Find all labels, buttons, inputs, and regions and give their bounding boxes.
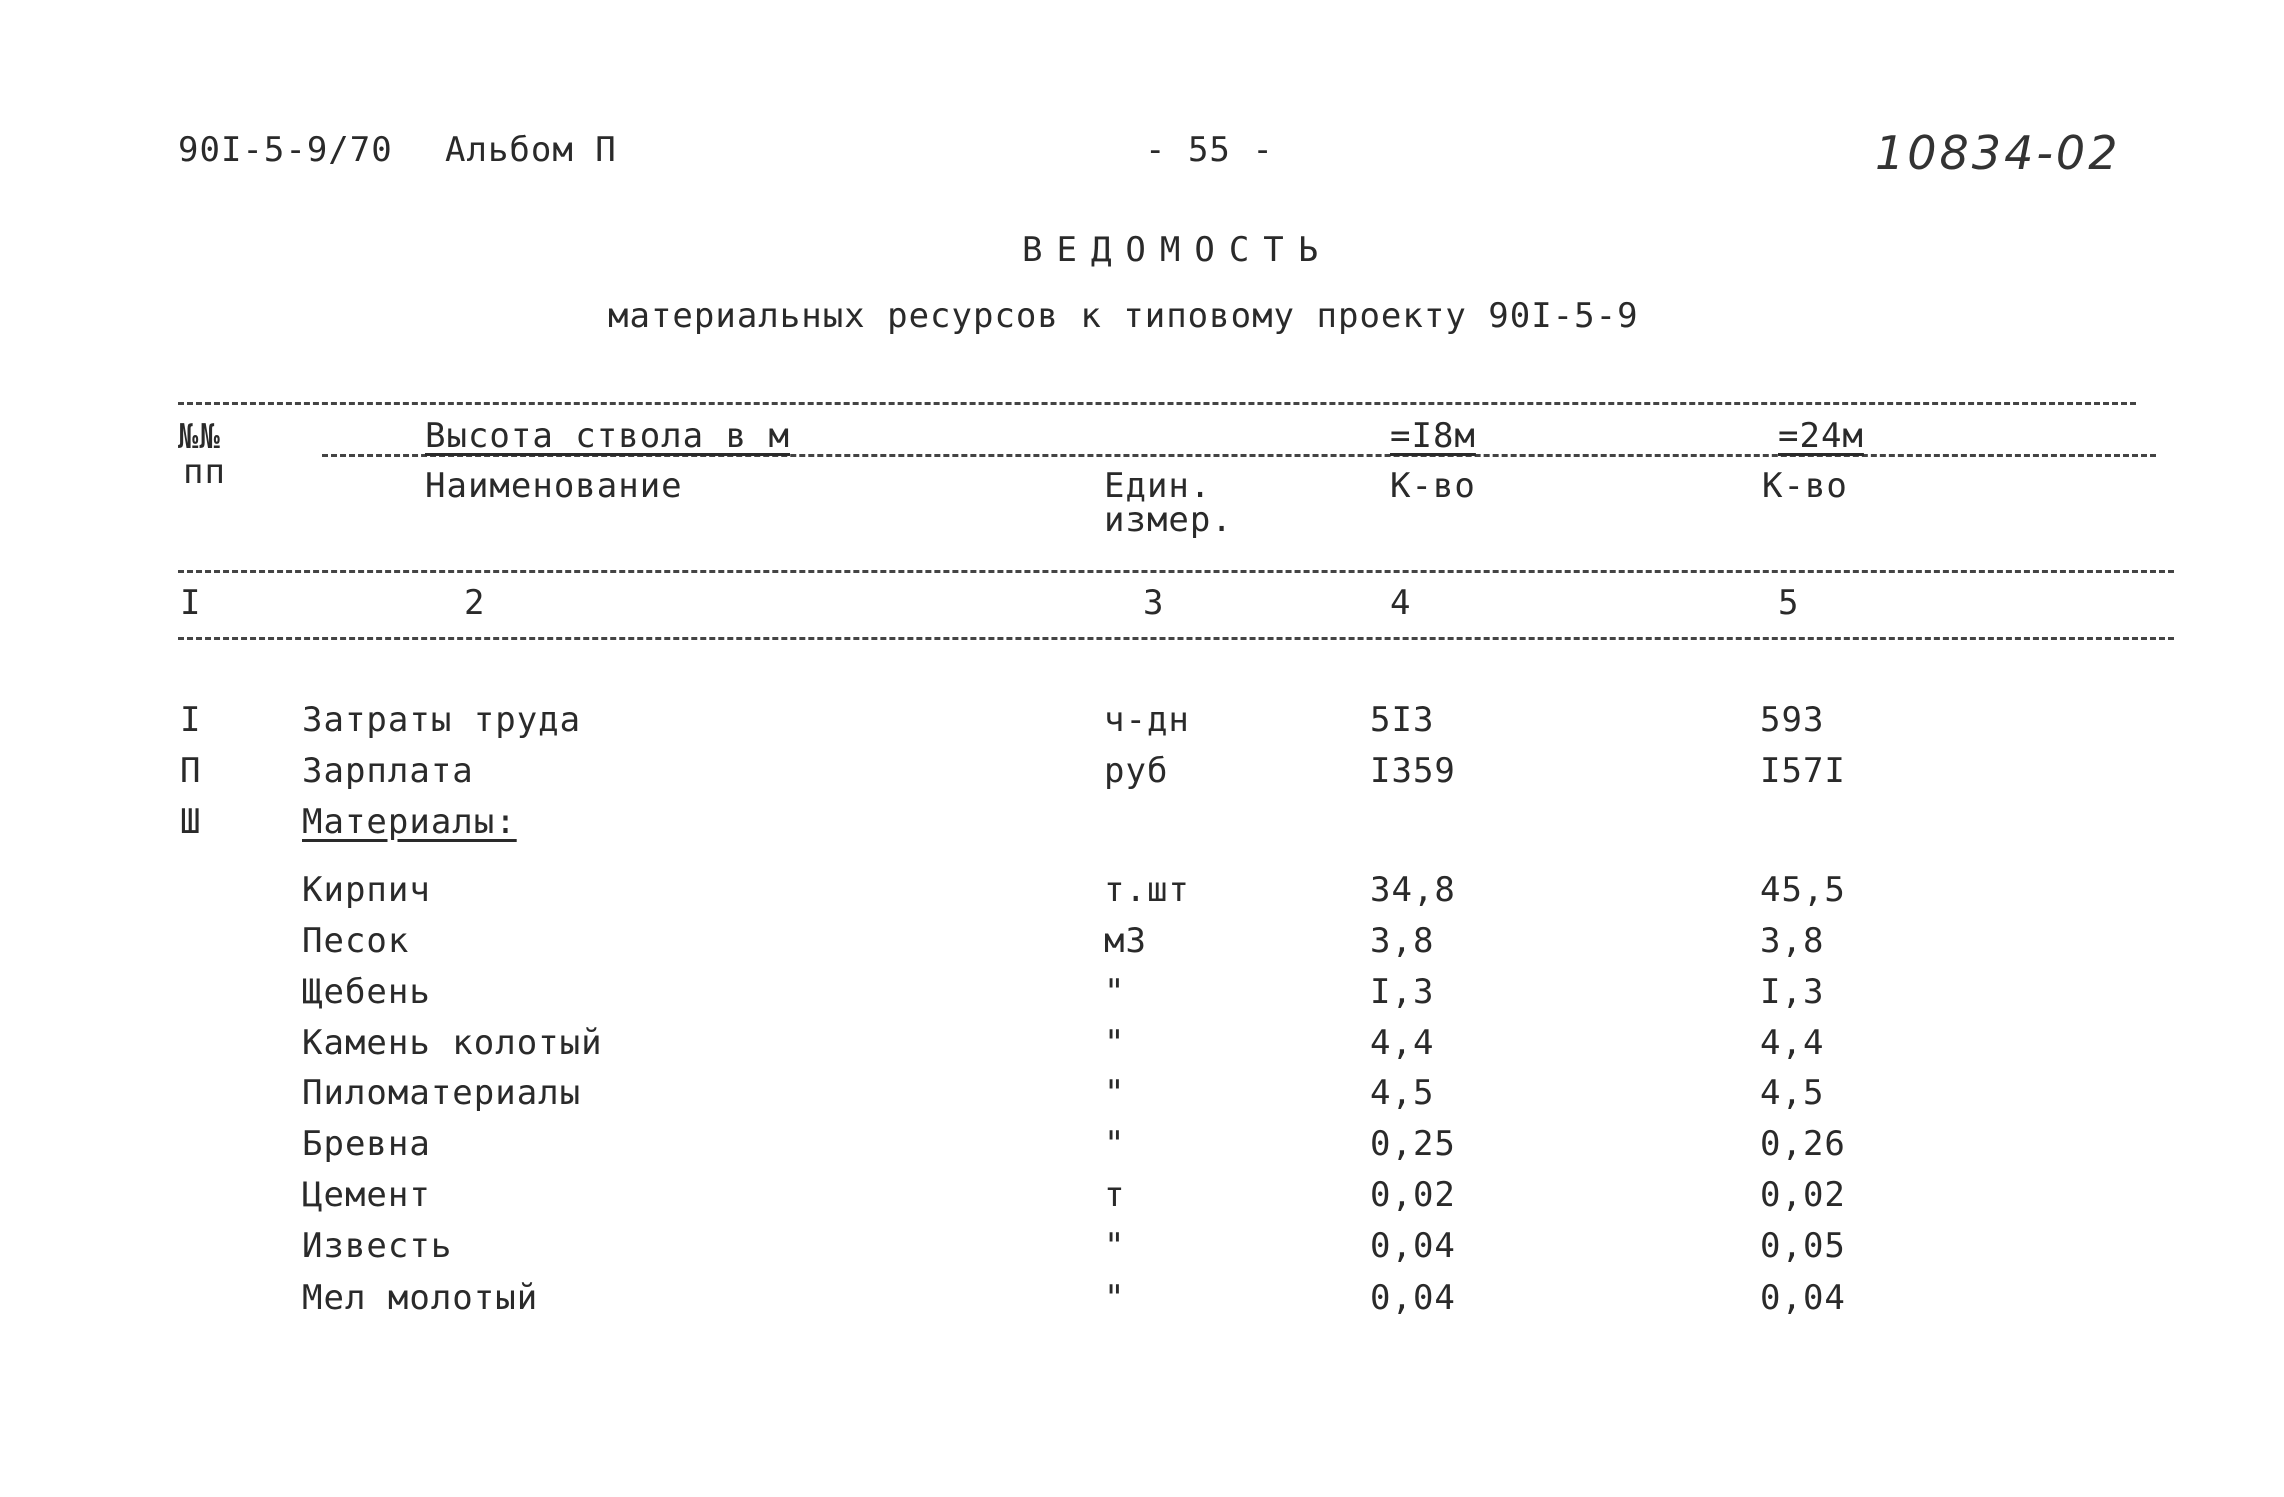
material-name: Песок: [302, 921, 410, 961]
name-header: Наименование: [425, 466, 683, 506]
material-qty-24: I,3: [1760, 972, 1825, 1012]
material-qty-24: 4,5: [1760, 1073, 1825, 1113]
material-name: Бревна: [302, 1124, 431, 1164]
material-qty-24: 0,26: [1760, 1124, 1846, 1164]
row-number: I: [180, 700, 202, 740]
row-name: Материалы:: [302, 802, 517, 842]
material-unit: т: [1104, 1175, 1126, 1215]
height-label: Высота ствола в м: [425, 416, 790, 456]
material-qty-24: 3,8: [1760, 921, 1825, 961]
qty-header-18: К-во: [1390, 466, 1476, 506]
material-qty-24: 0,05: [1760, 1226, 1846, 1266]
column-number-1: I: [180, 583, 202, 623]
material-unit: ": [1104, 1278, 1126, 1318]
unit-header-line1: Един.: [1104, 466, 1212, 506]
material-qty-18: 0,25: [1370, 1124, 1456, 1164]
material-unit: ": [1104, 972, 1126, 1012]
column-number-3: 3: [1143, 583, 1165, 623]
material-name: Пиломатериалы: [302, 1073, 582, 1113]
material-qty-18: 0,02: [1370, 1175, 1456, 1215]
row-qty-18: I359: [1370, 751, 1456, 791]
row-number: П: [180, 751, 202, 791]
material-name: Известь: [302, 1226, 453, 1266]
material-unit: ": [1104, 1023, 1126, 1063]
table-top-rule: [178, 402, 2136, 405]
material-qty-24: 0,02: [1760, 1175, 1846, 1215]
material-unit: ": [1104, 1073, 1126, 1113]
material-qty-18: 0,04: [1370, 1278, 1456, 1318]
material-unit: ": [1104, 1124, 1126, 1164]
column-numbers-rule: [178, 637, 2174, 640]
column-number-2: 2: [464, 583, 486, 623]
material-unit: т.шт: [1104, 870, 1190, 910]
row-unit: руб: [1104, 751, 1169, 791]
row-qty-24: 593: [1760, 700, 1825, 740]
material-name: Цемент: [302, 1175, 431, 1215]
material-qty-18: 4,5: [1370, 1073, 1435, 1113]
qty-header-24: К-во: [1762, 466, 1848, 506]
column-number-5: 5: [1778, 583, 1800, 623]
project-code: 90I-5-9/70: [178, 130, 393, 170]
column-number-4: 4: [1390, 583, 1412, 623]
material-qty-18: 34,8: [1370, 870, 1456, 910]
material-qty-24: 45,5: [1760, 870, 1846, 910]
material-qty-18: 4,4: [1370, 1023, 1435, 1063]
row-qty-18: 5I3: [1370, 700, 1435, 740]
unit-header-line2: измер.: [1104, 500, 1233, 540]
material-qty-18: I,3: [1370, 972, 1435, 1012]
material-name: Камень колотый: [302, 1023, 603, 1063]
material-name: Мел молотый: [302, 1278, 539, 1318]
row-unit: ч-дн: [1104, 700, 1190, 740]
handwritten-inventory-number: 10834-02: [1875, 126, 2121, 180]
material-name: Кирпич: [302, 870, 431, 910]
header-bottom-rule: [178, 570, 2174, 573]
row-number: Ш: [180, 802, 202, 842]
material-name: Щебень: [302, 972, 431, 1012]
material-qty-24: 4,4: [1760, 1023, 1825, 1063]
document-title: ВЕДОМОСТЬ: [1022, 230, 1333, 270]
page-number: - 55 -: [1145, 130, 1274, 170]
height-18-value: =I8м: [1390, 416, 1476, 456]
row-qty-24: I57I: [1760, 751, 1846, 791]
row-name: Затраты труда: [302, 700, 582, 740]
material-qty-18: 3,8: [1370, 921, 1435, 961]
album-label: Альбом П: [445, 130, 617, 170]
material-qty-24: 0,04: [1760, 1278, 1846, 1318]
document-subtitle: материальных ресурсов к типовому проекту 90I-5-9: [608, 296, 1639, 336]
height-24-value: =24м: [1778, 416, 1864, 456]
num-header-line2: пп: [183, 452, 226, 492]
material-unit: м3: [1104, 921, 1147, 961]
row-name: Зарплата: [302, 751, 474, 791]
material-unit: ": [1104, 1226, 1126, 1266]
material-qty-18: 0,04: [1370, 1226, 1456, 1266]
num-header-line1: №№: [178, 417, 221, 457]
